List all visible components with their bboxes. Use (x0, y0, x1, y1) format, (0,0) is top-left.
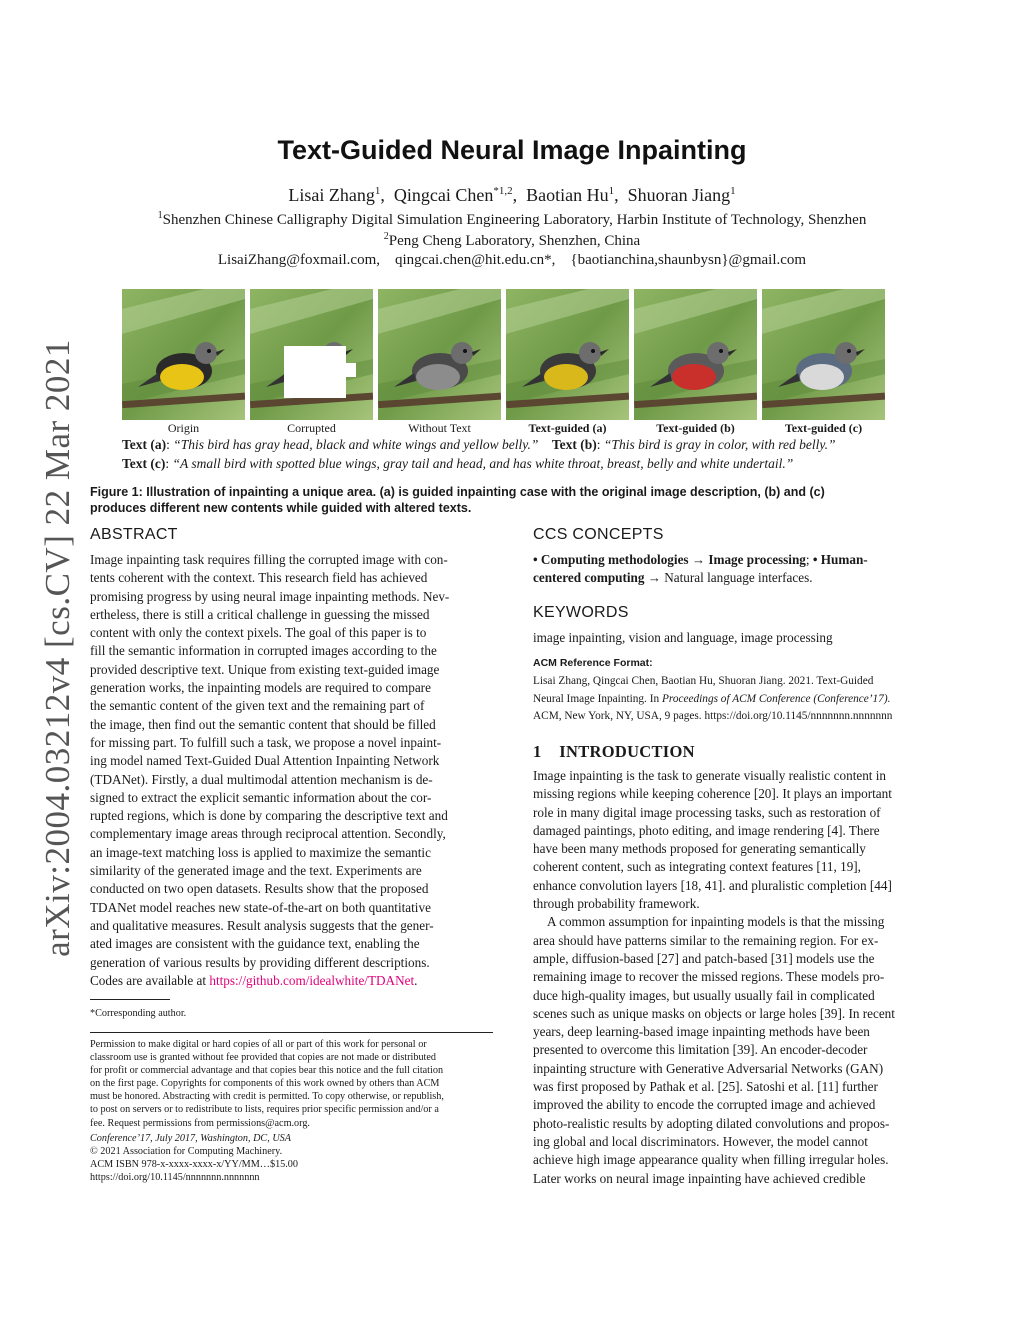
affiliation-text: Shenzhen Chinese Calligraphy Digital Simulation Engineering Laboratory, Harbin Institute of Technology, Shenzhen (162, 212, 867, 228)
intro-line: inpainting structure with Generative Adversarial Networks (GAN) (533, 1060, 884, 1076)
panel-label: Origin (167, 421, 200, 435)
affiliation-2 (0, 231, 1024, 250)
figure-panel (378, 289, 501, 420)
abstract-line: Image inpainting task requires filling the corrupted image with con- (90, 552, 448, 567)
permission-block (90, 1038, 495, 1184)
bird-photo-icon (506, 289, 629, 420)
abstract-line: provided descriptive text. Unique from existing text-guided image (90, 661, 440, 677)
abstract-line: (TDANet). Firstly, a dual multimodal attention mechanism is de- (90, 771, 433, 787)
figure-panel (634, 289, 757, 420)
intro-line: improved the ability to encode the corrupted image and achieved (533, 1097, 876, 1113)
intro-line: duce high-quality images, but usually usually fail in complicated (533, 987, 875, 1003)
figure-text-ab: Text (a): “This bird has gray head, black and white wings and yellow belly.” Text (b): “This bird is gray in color, with red belly.” (122, 437, 836, 452)
keywords-heading: KEYWORDS (533, 604, 629, 621)
intro-line: ing global and local discriminators. However, the model cannot (533, 1133, 868, 1149)
bird-photo-icon (762, 289, 885, 420)
acm-ref-body (533, 673, 943, 726)
permission-line: must be honored. Abstracting with credit is permitted. To copy otherwise, or republish, (90, 1091, 444, 1103)
github-link[interactable]: https://github.com/idealwhite/TDANet (209, 972, 415, 988)
arxiv-stamp: arXiv:2004.03212v4 [cs.CV] 22 Mar 2021 (38, 339, 77, 957)
permission-line: classroom use is granted without fee provided that copies are not made or distributed (90, 1052, 436, 1064)
permission-line: for profit or commercial advantage and that copies bear this notice and the full citation (90, 1065, 444, 1077)
abstract-line: and qualitative measures. Result analysis suggests that the gener- (90, 917, 434, 933)
abstract-line: generation of various results by providing different descriptions. (90, 954, 430, 970)
text-c-label: Text (c) (122, 456, 166, 471)
abstract-line: similarity of the generated image and the text. Experiments are (90, 863, 422, 879)
permission-line: to post on servers or to redistribute to lists, requires prior specific permission and/or a (90, 1104, 439, 1116)
acm-ref-line: ACM, New York, NY, USA, 9 pages. https://doi.org/10.1145/nnnnnnn.nnnnnnn (533, 710, 893, 722)
ccs-term: Image processing (708, 552, 806, 567)
author-sup: 1 (608, 185, 615, 197)
caption-line: produces different new contents while guided with altered texts. (90, 501, 472, 515)
author-sup: *1,2 (493, 185, 513, 197)
bird-photo-icon (634, 289, 757, 420)
author-emails: LisaiZhang@foxmail.com, qingcai.chen@hit.edu.cn*, {baotianchina,shaunbysn}@gmail.com (217, 252, 807, 268)
figure-panel (762, 289, 885, 420)
ccs-term: • Human- (812, 552, 868, 567)
author-name: Lisai Zhang (288, 185, 375, 205)
affiliation-1 (0, 210, 1024, 229)
intro-line: was first proposed by Pathak et al. [25]. Satoshi et al. [11] further (533, 1079, 878, 1095)
abstract-line: generation works, the inpainting models are required to compare (90, 680, 431, 696)
permission-rule (90, 1032, 493, 1033)
abstract-line: an image-text matching loss is applied to maximize the semantic (90, 844, 431, 860)
bird-photo-icon (250, 289, 373, 420)
footnote-corresponding: *Corresponding author. (90, 1008, 187, 1019)
abstract-line: signed to extract the explicit semantic information about the cor- (90, 789, 432, 805)
ccs-term: • Computing methodologies (533, 552, 689, 567)
author-sup: 1 (374, 185, 381, 197)
intro-line: damaged paintings, photo editing, and image rendering [4]. There (533, 822, 880, 838)
permission-line: Permission to make digital or hard copies of all or part of this work for personal or (90, 1039, 427, 1050)
ccs-heading: CCS CONCEPTS (533, 526, 664, 543)
ccs-term: centered computing (533, 570, 645, 586)
affiliation-sup: 1 (157, 210, 163, 221)
doi-line: https://doi.org/10.1145/nnnnnnn.nnnnnnn (90, 1171, 260, 1183)
figure-1-image-row (122, 289, 886, 420)
bird-photo-icon (378, 289, 501, 420)
conference-line: Conference’17, July 2017, Washington, DC, USA (90, 1132, 291, 1144)
intro-line: have been many methods proposed for generating semantically (533, 841, 866, 857)
text-b: “This bird is gray in color, with red belly.” (603, 437, 836, 452)
text-a: “This bird has gray head, black and white wings and yellow belly.” (173, 437, 539, 452)
abstract-line: fill the semantic information in corrupted images according to the (90, 643, 437, 659)
abstract-line: for missing part. To fulfill such a task, we propose a novel inpaint- (90, 734, 442, 750)
intro-line: ample, diffusion-based [27] and patch-based [31] models use the (533, 950, 875, 966)
panel-label: Without Text (408, 421, 471, 435)
text-a-label: Text (a) (122, 437, 167, 452)
abstract-line: TDANet model reaches new state-of-the-art on both quantitative (90, 899, 431, 915)
copyright-line: © 2021 Association for Computing Machinery. (90, 1145, 283, 1157)
abstract-line (90, 972, 495, 990)
abstract-text: Codes are available at (90, 972, 210, 988)
caption-line: Figure 1: Illustration of inpainting a unique area. (a) is guided inpainting case with the original image description, (b) and (c) (90, 485, 825, 499)
acm-ref-proceedings: Proceedings of ACM Conference (Conference’17). (661, 692, 891, 705)
panel-label: Text-guided (a) (528, 421, 607, 435)
abstract-line: ing model named Text-Guided Dual Attention Inpainting Network (90, 753, 440, 769)
figure-1-caption (90, 484, 940, 516)
figure-panel (250, 289, 373, 420)
abstract-line: ated images are consistent with the guidance text, enabling the (90, 936, 420, 952)
intro-line: coherent content, such as integrating context features [11, 19], (533, 859, 861, 875)
abstract-line: the semantic content of the given text and the remaining part of (90, 698, 425, 714)
intro-line: A common assumption for inpainting models is that the missing (547, 914, 885, 930)
acm-ref-prefix: Neural Image Inpainting. In (533, 692, 662, 705)
figure-panel (506, 289, 629, 420)
intro-line: through probability framework. (533, 896, 700, 912)
intro-line: Image inpainting is the task to generate visually realistic content in (533, 768, 887, 783)
intro-line: remaining image to recover the missed regions. These models pro- (533, 969, 885, 985)
intro-line: scenes such as unique masks on objects or large holes [39]. In recent (533, 1005, 895, 1021)
intro-line: role in many digital image processing tasks, such as restoration of (533, 804, 881, 820)
panel-label: Corrupted (287, 421, 336, 435)
author-name: Baotian Hu (526, 185, 609, 205)
intro-title: INTRODUCTION (559, 742, 695, 761)
intro-line: photo-realistic results by adopting dilated convolutions and propos- (533, 1115, 890, 1131)
abstract-heading: ABSTRACT (90, 526, 178, 543)
intro-line: enhance convolution layers [18, 41]. and pluralistic completion [44] (533, 877, 892, 893)
ccs-body (533, 551, 938, 588)
abstract-line: tents coherent with the context. This research field has achieved (90, 570, 428, 586)
permission-line: fee. Request permissions from permissions@acm.org. (90, 1117, 310, 1129)
intro-number: 1 (533, 742, 542, 761)
intro-body (533, 767, 938, 1188)
abstract-line: promising progress by using neural image inpainting methods. Nev- (90, 588, 450, 604)
ccs-arrow: → (688, 552, 709, 567)
author-name: Shuoran Jiang (627, 185, 731, 205)
text-c: “A small bird with spotted blue wings, gray tail and head, and has white throat, breast, belly and white undertail.” (172, 456, 794, 471)
acm-ref-line: Lisai Zhang, Qingcai Chen, Baotian Hu, Shuoran Jiang. 2021. Text-Guided (533, 675, 874, 687)
figure-panel (122, 289, 245, 420)
author-name: Qingcai Chen (393, 185, 494, 205)
abstract-line: ertheless, there is still a critical challenge in guessing the missed (90, 606, 430, 622)
abstract-line: conducted on two open datasets. Results show that the proposed (90, 881, 429, 897)
isbn-line: ACM ISBN 978-x-xxxx-xxxx-x/YY/MM…$15.00 (90, 1158, 298, 1170)
intro-line: achieve high image appearance quality when filling irregular holes. (533, 1152, 889, 1168)
abstract-body (90, 551, 495, 990)
text-b-label: Text (b) (551, 437, 597, 452)
paper-title: Text-Guided Neural Image Inpainting (277, 135, 747, 165)
author-sup: 1 (730, 185, 736, 197)
abstract-line: content with only the context pixels. The goal of this paper is to (90, 625, 427, 641)
author-list: Lisai Zhang$^1$, Qingcai Chen$^{*1,2}$, Baotian Hu$^1$, Shuoran Jiang$^1$ (288, 185, 736, 205)
permission-line: on the first page. Copyrights for components of this work owned by others than ACM (90, 1078, 440, 1090)
intro-line: missing regions while keeping coherence [20]. It plays an important (533, 786, 892, 802)
bird-photo-icon (122, 289, 245, 420)
acm-ref-heading: ACM Reference Format: (533, 657, 653, 669)
footnote-rule (90, 999, 170, 1000)
keywords-body: image inpainting, vision and language, image processing (533, 630, 833, 645)
panel-label: Text-guided (c) (784, 421, 863, 435)
ccs-sep: ; (805, 552, 813, 567)
intro-line: presented to overcome this limitation [39]. An encoder-decoder (533, 1042, 868, 1058)
intro-heading (533, 742, 695, 762)
intro-line: years, deep learning-based image inpainting methods have been (533, 1024, 870, 1040)
ccs-arrow: → (644, 570, 665, 586)
intro-line: area should have patterns similar to the remaining region. For ex- (533, 932, 879, 948)
intro-line: Later works on neural image inpainting have achieved credible (533, 1170, 866, 1186)
abstract-text: . (414, 972, 418, 988)
abstract-line: complementary image areas through reciprocal attention. Secondly, (90, 826, 446, 842)
acm-ref-line (533, 691, 943, 709)
affiliation-text: Peng Cheng Laboratory, Shenzhen, China (388, 233, 641, 249)
ccs-tail: Natural language interfaces. (664, 570, 813, 586)
affiliation-sup: 2 (383, 231, 389, 242)
abstract-line: rupted regions, which is done by comparing the descriptive text and (90, 808, 448, 824)
figure-text-c: Text (c): “A small bird with spotted blue wings, gray tail and head, and has white throat, breast, belly and white undertail.” (122, 456, 794, 471)
panel-label: Text-guided (b) (656, 421, 735, 435)
abstract-line: the image, then find out the semantic content that should be filled (90, 716, 436, 732)
